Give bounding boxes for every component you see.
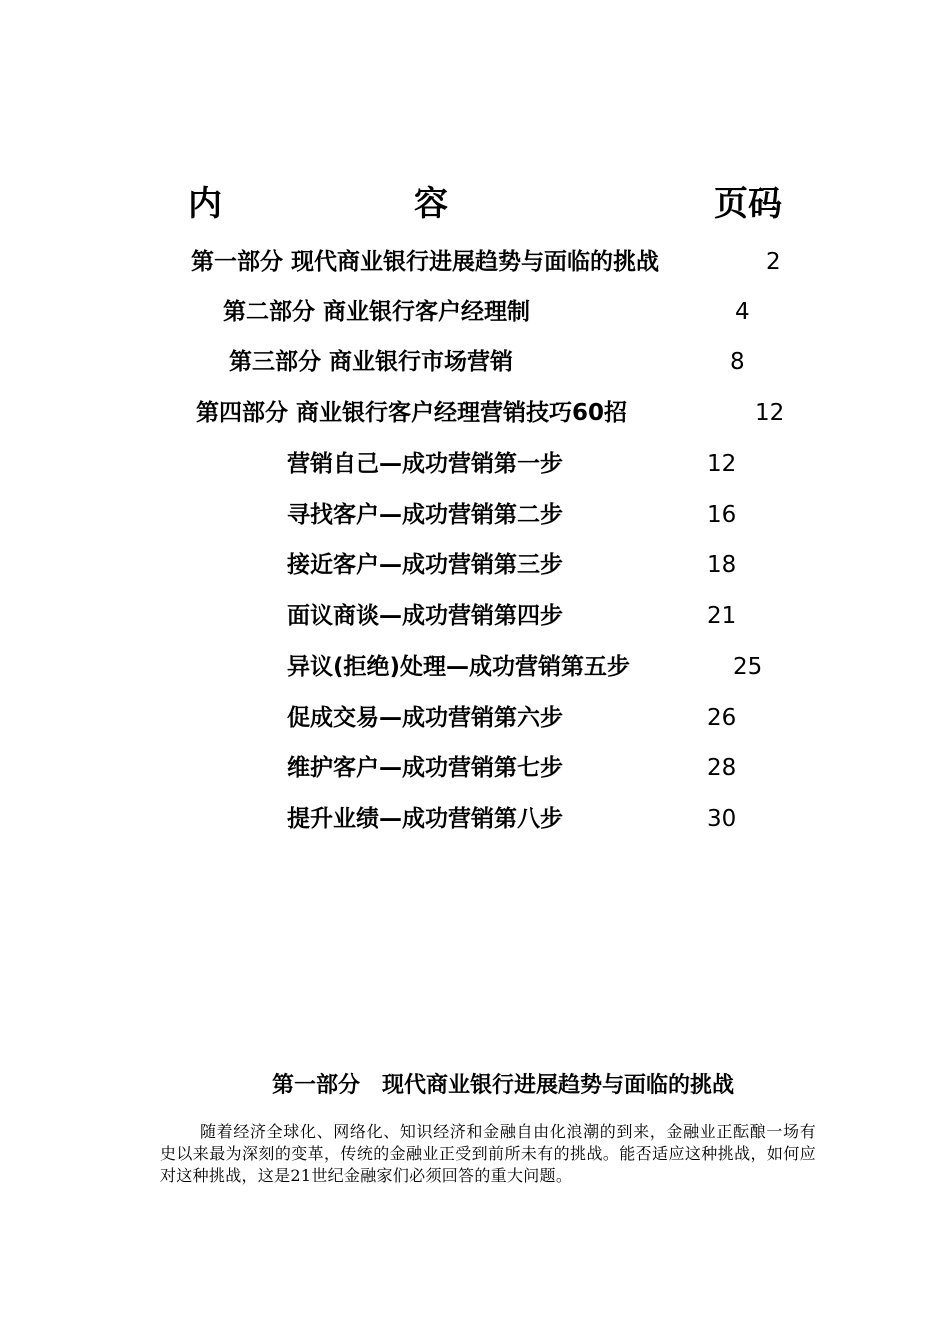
toc-entry-title[interactable]: 面议商谈—成功营销第四步 — [287, 603, 563, 629]
toc-entry-page: 21 — [707, 603, 737, 629]
toc-entry-page: 30 — [707, 806, 737, 832]
toc-entry-page: 26 — [707, 705, 737, 731]
toc-entry-title[interactable]: 异议(拒绝)处理—成功营销第五步 — [287, 654, 631, 680]
section-title: 第一部分 现代商业银行进展趋势与面临的挑战 — [271, 1073, 734, 1098]
toc-header-page-label: 页码 — [714, 184, 782, 224]
toc-entry-title[interactable]: 接近客户—成功营销第三步 — [287, 552, 563, 578]
toc-entry-page: 18 — [707, 552, 737, 578]
toc-entry-page: 16 — [707, 502, 737, 528]
toc-entry-title[interactable]: 维护客户—成功营销第七步 — [287, 755, 563, 781]
toc-entry-page: 4 — [735, 299, 750, 325]
toc-entry-page: 25 — [733, 654, 763, 680]
toc-entry-page: 2 — [766, 249, 781, 275]
toc-entry-title[interactable]: 第三部分 商业银行市场营销 — [229, 349, 514, 375]
toc-entry-page: 28 — [707, 755, 737, 781]
toc-entry-title[interactable]: 营销自己—成功营销第一步 — [287, 451, 563, 477]
toc-header-content-char1: 内 — [188, 184, 222, 224]
toc-entry-title[interactable]: 第二部分 商业银行客户经理制 — [223, 299, 531, 325]
toc-entry-page: 12 — [707, 451, 737, 477]
toc-entry-title[interactable]: 第一部分 现代商业银行进展趋势与面临的挑战 — [191, 249, 660, 275]
toc-entry-title[interactable]: 提升业绩—成功营销第八步 — [287, 806, 563, 832]
section-paragraph: 随着经济全球化、网络化、知识经济和金融自由化浪潮的到来，金融业正酝酿一场有史以来最为深刻的变革，传统的金融业正受到前所未有的挑战。能否适应这种挑战，如何应对这种挑战，这是21世纪金融家们必须回答的重大问题。 — [160, 1122, 816, 1185]
toc-entry-page: 8 — [730, 349, 745, 375]
toc-header-content-char2: 容 — [414, 184, 448, 224]
toc-entry-page: 12 — [755, 400, 785, 426]
toc-entry-title[interactable]: 寻找客户—成功营销第二步 — [287, 502, 563, 528]
toc-entry-title[interactable]: 促成交易—成功营销第六步 — [287, 705, 563, 731]
toc-entry-title[interactable]: 第四部分 商业银行客户经理营销技巧60招 — [196, 400, 628, 426]
